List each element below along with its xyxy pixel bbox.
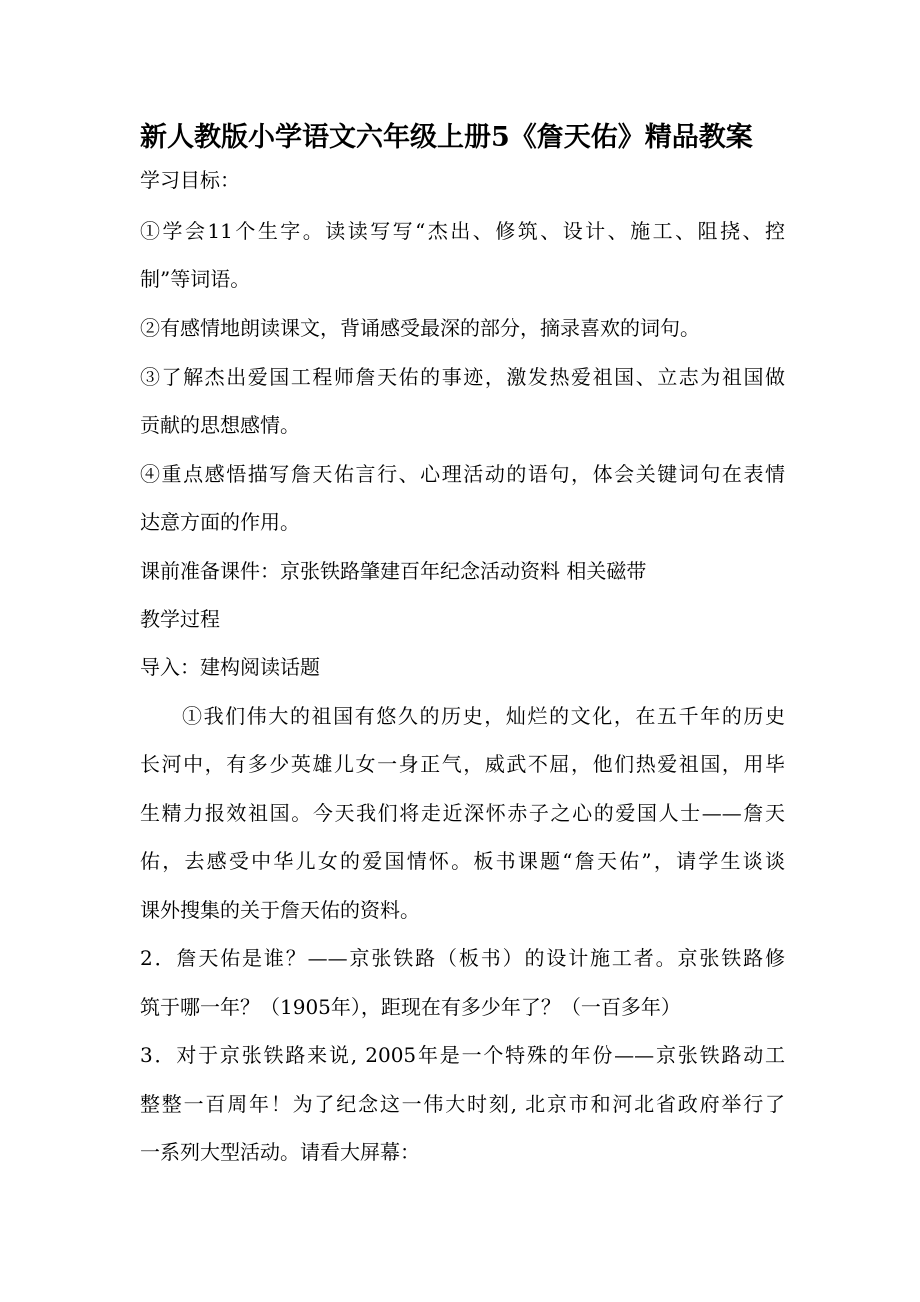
objective-1-line-2: 制”等词语。 (140, 267, 251, 291)
paragraph-2-line-1: 2．詹天佑是谁？——京张铁路（板书）的设计施工者。京张铁路修 (140, 946, 785, 970)
objective-3-line-2: 贡献的思想感情。 (140, 413, 300, 437)
paragraph-3-line-2: 整整一百周年！为了纪念这一伟大时刻, 北京市和河北省政府举行了 (140, 1092, 785, 1116)
paragraph-1-line-4: 佑，去感受中华儿女的爱国情怀。板书课题“詹天佑”，请学生谈谈 (140, 849, 785, 873)
objective-4-line-2: 达意方面的作用。 (140, 510, 300, 534)
process-heading: 教学过程 (140, 607, 220, 631)
objective-3-line-1: ③了解杰出爱国工程师詹天佑的事迹，激发热爱祖国、立志为祖国做 (140, 365, 785, 389)
objective-2-line-1: ②有感情地朗读课文，背诵感受最深的部分，摘录喜欢的词句。 (140, 316, 700, 340)
paragraph-1-line-1: ①我们伟大的祖国有悠久的历史，灿烂的文化，在五千年的历史 (182, 704, 785, 728)
paragraph-3-line-3: 一系列大型活动。请看大屏幕： (140, 1140, 420, 1164)
paragraph-1-line-3: 生精力报效祖国。今天我们将走近深怀赤子之心的爱国人士——詹天 (140, 801, 785, 825)
intro-heading: 导入：建构阅读话题 (140, 655, 320, 679)
paragraph-3-line-1: 3．对于京张铁路来说, 2005年是一个特殊的年份——京张铁路动工 (140, 1043, 785, 1067)
objective-4-line-1: ④重点感悟描写詹天佑言行、心理活动的语句，体会关键词句在表情 (140, 462, 785, 486)
paragraph-1-line-5: 课外搜集的关于詹天佑的资料。 (140, 898, 420, 922)
preparation-line: 课前准备课件：京张铁路肇建百年纪念活动资料 相关磁带 (140, 559, 647, 583)
document-title: 新人教版小学语文六年级上册5《詹天佑》精品教案 (140, 122, 753, 153)
objective-1-line-1: ①学会11个生字。读读写写“杰出、修筑、设计、施工、阻挠、控 (140, 219, 785, 243)
paragraph-1-line-2: 长河中，有多少英雄儿女一身正气，威武不屈，他们热爱祖国，用毕 (140, 752, 785, 776)
objectives-heading: 学习目标： (140, 168, 240, 192)
paragraph-2-line-2: 筑于哪一年？（1905年），距现在有多少年了？（一百多年） (140, 995, 681, 1019)
